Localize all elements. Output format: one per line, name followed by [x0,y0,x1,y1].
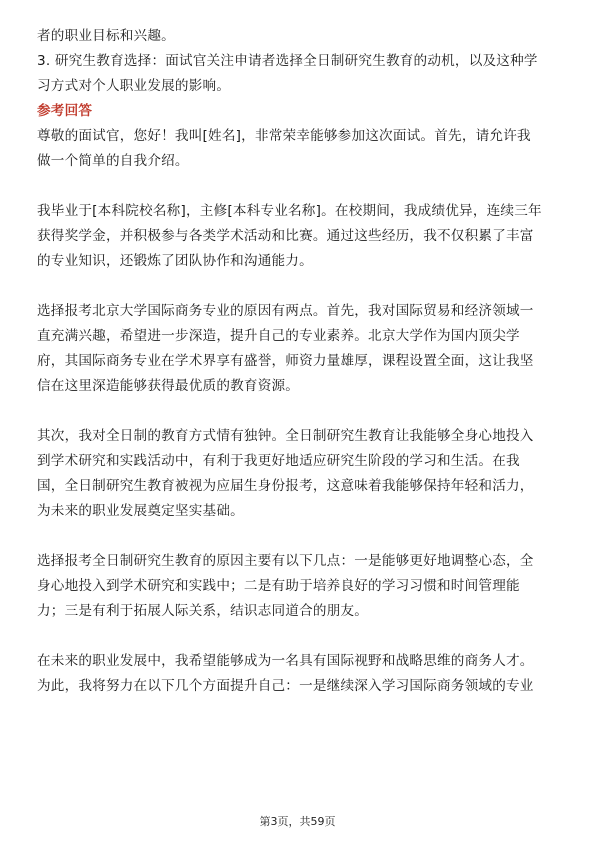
text-line: 到学术研究和实践活动中，有利于我更好地适应研究生阶段的学习和生活。在我 [37,453,520,469]
intro-block [37,24,567,99]
paragraph-spacer [37,524,567,549]
paragraph-spacer [37,274,567,299]
document-body [37,24,567,699]
text-line: 者的职业目标和兴趣。 [37,28,175,44]
paragraph-greeting [37,124,567,174]
paragraph-spacer [37,174,567,199]
text-line: 习方式对个人职业发展的影响。 [37,78,231,94]
text-line: 的专业知识，还锻炼了团队协作和沟通能力。 [37,253,313,269]
text-line: 做一个简单的自我介绍。 [37,153,189,169]
paragraph-spacer [37,624,567,649]
text-line: 府，其国际商务专业在学术界享有盛誉，师资力量雄厚，课程设置全面，这让我坚 [37,353,534,369]
text-line: 我毕业于[本科院校名称]，主修[本科专业名称]。在校期间，我成绩优异，连续三年 [37,203,542,219]
paragraph-education [37,199,567,274]
paragraph-reason-major [37,299,567,399]
paragraph-reasons-list [37,549,567,624]
text-line: 选择报考全日制研究生教育的原因主要有以下几点：一是能够更好地调整心态，全 [37,553,534,569]
text-line: 信在这里深造能够获得最优质的教育资源。 [37,378,300,394]
page-number: 第3页，共59页 [259,815,336,828]
text-line: 力；三是有利于拓展人际关系，结识志同道合的朋友。 [37,603,369,619]
answer-heading: 参考回答 [37,103,93,119]
text-line: 身心地投入到学术研究和实践中；二是有助于培养良好的学习习惯和时间管理能 [37,578,520,594]
text-line: 直充满兴趣，希望进一步深造，提升自己的专业素养。北京大学作为国内顶尖学 [37,328,520,344]
text-line: 选择报考北京大学国际商务专业的原因有两点。首先，我对国际贸易和经济领域一 [37,303,534,319]
text-line: 为未来的职业发展奠定坚实基础。 [37,503,244,519]
text-line: 3. 研究生教育选择：面试官关注申请者选择全日制研究生教育的动机，以及这种学 [37,53,538,69]
paragraph-spacer [37,399,567,424]
text-line: 为此，我将努力在以下几个方面提升自己：一是继续深入学习国际商务领域的专业 [37,678,534,694]
paragraph-career [37,649,567,699]
text-line: 在未来的职业发展中，我希望能够成为一名具有国际视野和战略思维的商务人才。 [37,653,534,669]
text-line: 国，全日制研究生教育被视为应届生身份报考，这意味着我能够保持年轻和活力， [37,478,534,494]
text-line: 尊敬的面试官，您好！我叫[姓名]，非常荣幸能够参加这次面试。首先，请允许我 [37,128,531,144]
text-line: 其次，我对全日制的教育方式情有独钟。全日制研究生教育让我能够全身心地投入 [37,428,534,444]
text-line: 获得奖学金，并积极参与各类学术活动和比赛。通过这些经历，我不仅积累了丰富 [37,228,534,244]
paragraph-fulltime [37,424,567,524]
